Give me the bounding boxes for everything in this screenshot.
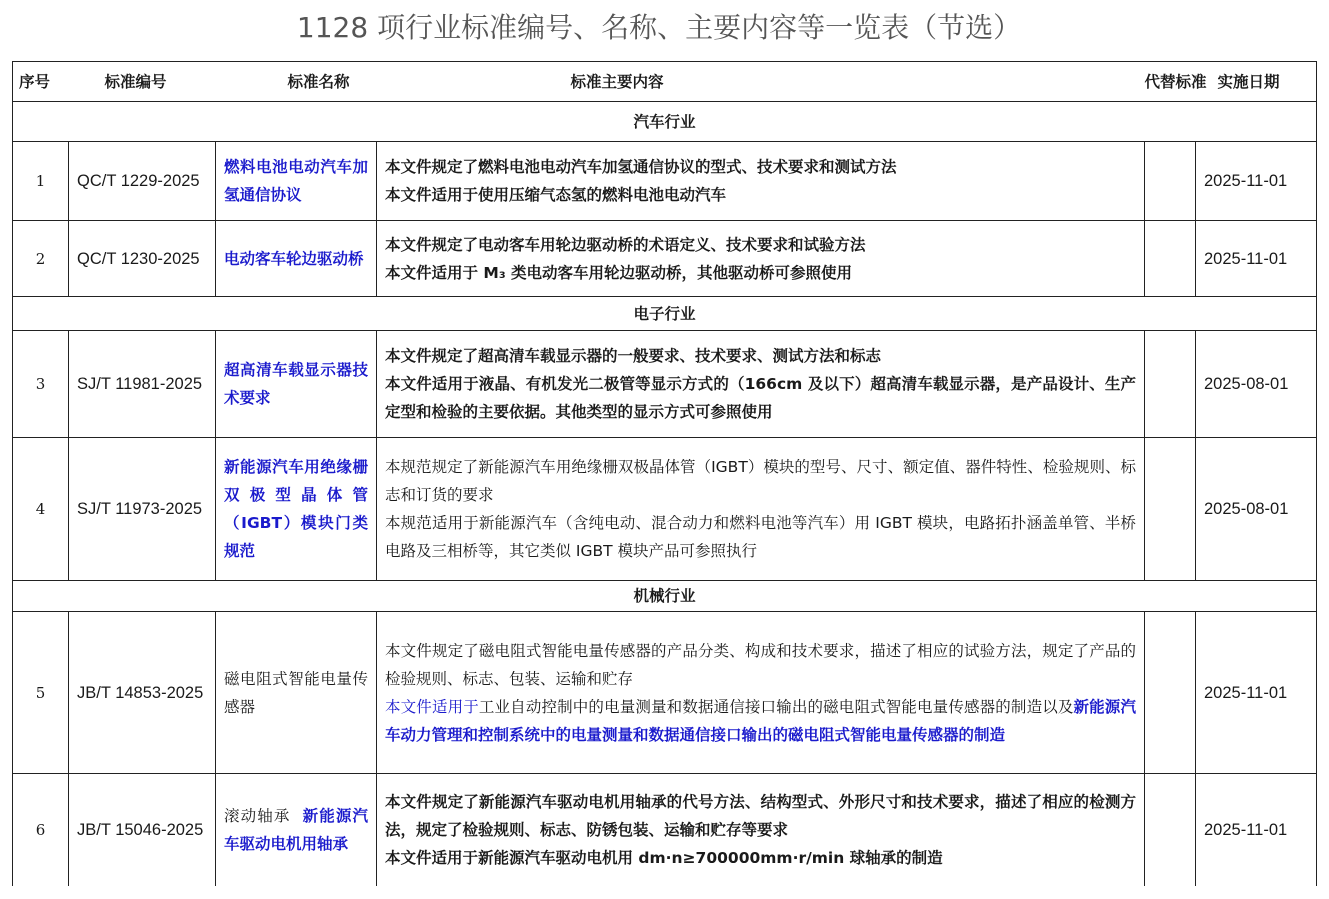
row-content xyxy=(377,438,1145,581)
section-row-machinery xyxy=(13,581,1317,612)
standards-table xyxy=(12,61,1317,886)
row-content xyxy=(377,142,1145,221)
table-row xyxy=(13,438,1317,581)
row-date: 2025-11-01 xyxy=(1196,142,1317,221)
row-seq: 4 xyxy=(13,438,69,581)
row-name xyxy=(216,774,377,887)
row-seq: 2 xyxy=(13,221,69,297)
row-date: 2025-11-01 xyxy=(1196,221,1317,297)
row-replace xyxy=(1145,438,1196,581)
table-row xyxy=(13,142,1317,221)
row-code: SJ/T 11981-2025 xyxy=(69,331,216,438)
row-content xyxy=(377,612,1145,774)
content-line: 本规范适用于新能源汽车（含纯电动、混合动力和燃料电池等汽车）用 IGBT 模块，电路拓扑涵盖单管、半桥电路及三相桥等，其它类似 IGBT 模块产品可参照执行 xyxy=(385,514,1136,560)
row-seq: 3 xyxy=(13,331,69,438)
content-line: 本文件适用于液晶、有机发光二极管等显示方式的（166cm 及以下）超高清车载显示器，是产品设计、生产定型和检验的主要依据。其他类型的显示方式可参照使用 xyxy=(385,375,1136,421)
row-replace xyxy=(1145,774,1196,887)
content-line: 本文件规定了燃料电池电动汽车加氢通信协议的型式、技术要求和测试方法 xyxy=(385,158,897,176)
header-date: 实施日期 xyxy=(1196,62,1317,102)
section-label: 机械行业 xyxy=(13,581,1317,612)
name-tail: 新能源汽车驱动电机用轴承 xyxy=(224,807,368,853)
row-seq: 1 xyxy=(13,142,69,221)
row-seq: 6 xyxy=(13,774,69,887)
row-code: SJ/T 11973-2025 xyxy=(69,438,216,581)
row-name: 燃料电池电动汽车加氢通信协议 xyxy=(216,142,377,221)
content-line: 本文件规定了磁电阻式智能电量传感器的产品分类、构成和技术要求，描述了相应的试验方法，规定了产品的检验规则、标志、包装、运输和贮存 xyxy=(385,641,1136,688)
row-date: 2025-11-01 xyxy=(1196,774,1317,887)
table-row xyxy=(13,612,1317,774)
row-name: 新能源汽车用绝缘栅双极型晶体管（IGBT）模块门类规范 xyxy=(216,438,377,581)
scope-mid: 工业自动控制中的电量测量和数据通信接口输出的磁电阻式智能电量传感器的制造以及 xyxy=(478,697,1074,716)
row-date: 2025-08-01 xyxy=(1196,331,1317,438)
row-content xyxy=(377,221,1145,297)
row-content xyxy=(377,774,1145,887)
scope-tail: 新能源汽车动力管理和控制系统中的电量测量和数据通信接口输出的磁电阻式智能电量传感器的制造 xyxy=(385,697,1136,744)
row-code: JB/T 14853-2025 xyxy=(69,612,216,774)
header-content: 标准主要内容 xyxy=(377,62,1145,102)
section-label: 电子行业 xyxy=(13,297,1317,331)
row-date: 2025-11-01 xyxy=(1196,612,1317,774)
row-code: QC/T 1230-2025 xyxy=(69,221,216,297)
section-row-auto xyxy=(13,102,1317,142)
name-lead: 滚动轴承 xyxy=(224,807,291,825)
row-replace xyxy=(1145,221,1196,297)
header-code: 标准编号 xyxy=(69,62,216,102)
row-code: JB/T 15046-2025 xyxy=(69,774,216,887)
row-name: 超高清车载显示器技术要求 xyxy=(216,331,377,438)
header-name: 标准名称 xyxy=(216,62,377,102)
row-replace xyxy=(1145,331,1196,438)
row-replace xyxy=(1145,142,1196,221)
header-seq: 序号 xyxy=(13,62,69,102)
row-seq: 5 xyxy=(13,612,69,774)
content-line: 本文件适用于新能源汽车驱动电机用 dm·n≥700000mm·r/min 球轴承的制造 xyxy=(385,849,943,867)
content-line xyxy=(385,693,1136,749)
table-row xyxy=(13,221,1317,297)
section-row-electronics xyxy=(13,297,1317,331)
section-label: 汽车行业 xyxy=(13,102,1317,142)
table-row xyxy=(13,774,1317,887)
content-line: 本文件规定了电动客车用轮边驱动桥的术语定义、技术要求和试验方法 xyxy=(385,235,866,254)
content-line: 本文件规定了超高清车载显示器的一般要求、技术要求、测试方法和标志 xyxy=(385,347,882,365)
content-line: 本文件适用于 M₃ 类电动客车用轮边驱动桥，其他驱动桥可参照使用 xyxy=(385,263,853,282)
row-code: QC/T 1229-2025 xyxy=(69,142,216,221)
header-replace: 代替标准 xyxy=(1145,62,1196,102)
row-name: 磁电阻式智能电量传感器 xyxy=(216,612,377,774)
page-title: 1128 项行业标准编号、名称、主要内容等一览表（节选） xyxy=(296,11,1022,44)
content-line: 本文件规定了新能源汽车驱动电机用轴承的代号方法、结构型式、外形尺寸和技术要求，描述了相应的检测方法，规定了检验规则、标志、防锈包装、运输和贮存等要求 xyxy=(385,793,1136,839)
header-row xyxy=(13,62,1317,102)
row-name: 电动客车轮边驱动桥 xyxy=(216,221,377,297)
row-replace xyxy=(1145,612,1196,774)
content-line: 本规范规定了新能源汽车用绝缘栅双极晶体管（IGBT）模块的型号、尺寸、额定值、器件特性、检验规则、标志和订货的要求 xyxy=(385,458,1136,504)
row-content xyxy=(377,331,1145,438)
content-line: 本文件适用于使用压缩气态氢的燃料电池电动汽车 xyxy=(385,186,727,204)
scope-lead: 本文件适用于 xyxy=(385,697,479,716)
row-date: 2025-08-01 xyxy=(1196,438,1317,581)
table-row xyxy=(13,331,1317,438)
